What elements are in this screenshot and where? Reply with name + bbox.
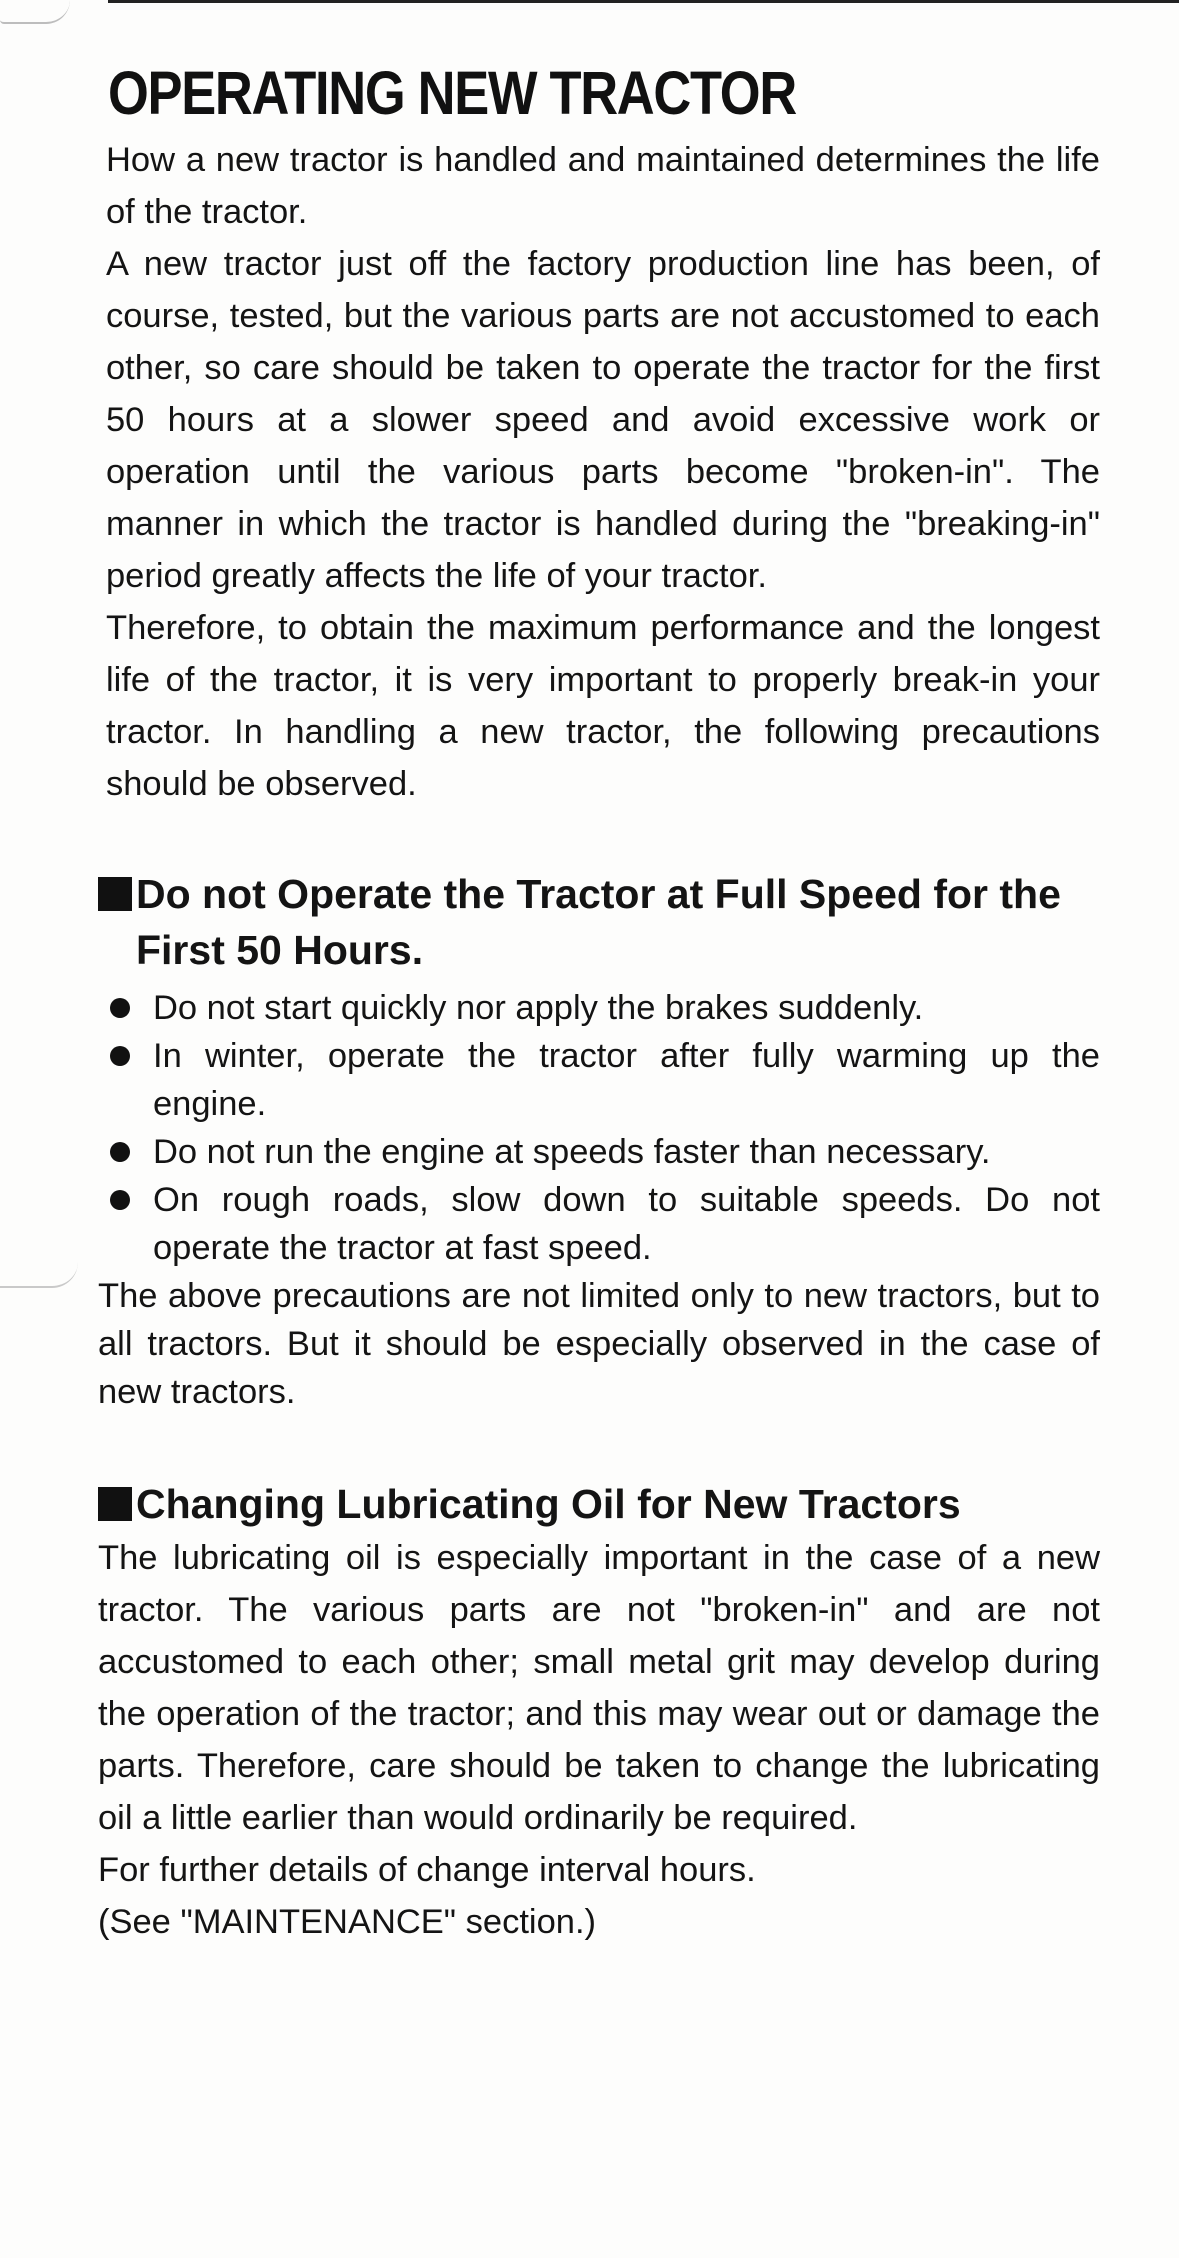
list-item-text: In winter, operate the tractor after fully warming up the engine. <box>153 1037 1100 1123</box>
black-square-icon <box>98 877 132 911</box>
bullet-dot-icon <box>110 1046 130 1066</box>
maintenance-reference: (See "MAINTENANCE" section.) <box>98 1903 597 1941</box>
section-full-speed <box>98 866 1100 1416</box>
interval-details-line: For further details of change interval hours. <box>98 1851 756 1889</box>
list-item-text: On rough roads, slow down to suitable speeds. Do not operate the tractor at fast speed. <box>153 1181 1100 1267</box>
section-heading-full-speed <box>98 866 1100 978</box>
precautions-list <box>98 984 1100 1272</box>
scan-corner-mark <box>0 0 70 24</box>
precautions-note: The above precautions are not limited only to new tractors, but to all tractors. But it should be especially observed in the case of new tractors. <box>98 1277 1100 1411</box>
section-heading-text: Changing Lubricating Oil for New Tractors <box>136 1481 961 1527</box>
intro-paragraph-2: A new tractor just off the factory production line has been, of course, tested, but the various parts are not accustomed to each other, so care should be taken to operate the tractor for the first 50 hours at a slower speed and avoid excessive work or operation until the various parts become "broken-in". The manner in which the tractor is handled during the "breaking-in" period greatly affects the life of your tractor. <box>106 245 1100 595</box>
section-heading-text: Do not Operate the Tractor at Full Speed for the First 50 Hours. <box>136 871 1061 973</box>
bullet-dot-icon <box>110 998 130 1018</box>
section-lubricating-oil <box>98 1476 1100 1948</box>
list-item-text: Do not start quickly nor apply the brakes suddenly. <box>153 989 924 1027</box>
section-heading-lubricating-oil <box>98 1476 1100 1532</box>
page-content <box>98 52 1100 1948</box>
intro-paragraph-1: How a new tractor is handled and maintained determines the life of the tractor. <box>106 141 1100 231</box>
bullet-dot-icon <box>110 1142 130 1162</box>
page-title: OPERATING NEW TRACTOR <box>108 59 796 127</box>
list-item-text: Do not run the engine at speeds faster than necessary. <box>153 1133 991 1171</box>
scan-side-mark <box>0 1262 78 1288</box>
bullet-dot-icon <box>110 1190 130 1210</box>
list-item <box>98 1032 1100 1128</box>
intro-paragraph-3: Therefore, to obtain the maximum performance and the longest life of the tractor, it is very important to properly break-in your tractor. In handling a new tractor, the following precautions should be observed. <box>106 609 1100 803</box>
list-item <box>98 984 1100 1032</box>
black-square-icon <box>98 1487 132 1521</box>
top-rule <box>108 0 1179 3</box>
list-item <box>98 1176 1100 1272</box>
list-item <box>98 1128 1100 1176</box>
lubricating-oil-body: The lubricating oil is especially important in the case of a new tractor. The various parts are not "broken-in" and are not accustomed to each other; small metal grit may develop during the operation of the tractor; and this may wear out or damage the parts. Therefore, care should be taken to change the lubricating oil a little earlier than would ordinarily be required. <box>98 1539 1100 1837</box>
